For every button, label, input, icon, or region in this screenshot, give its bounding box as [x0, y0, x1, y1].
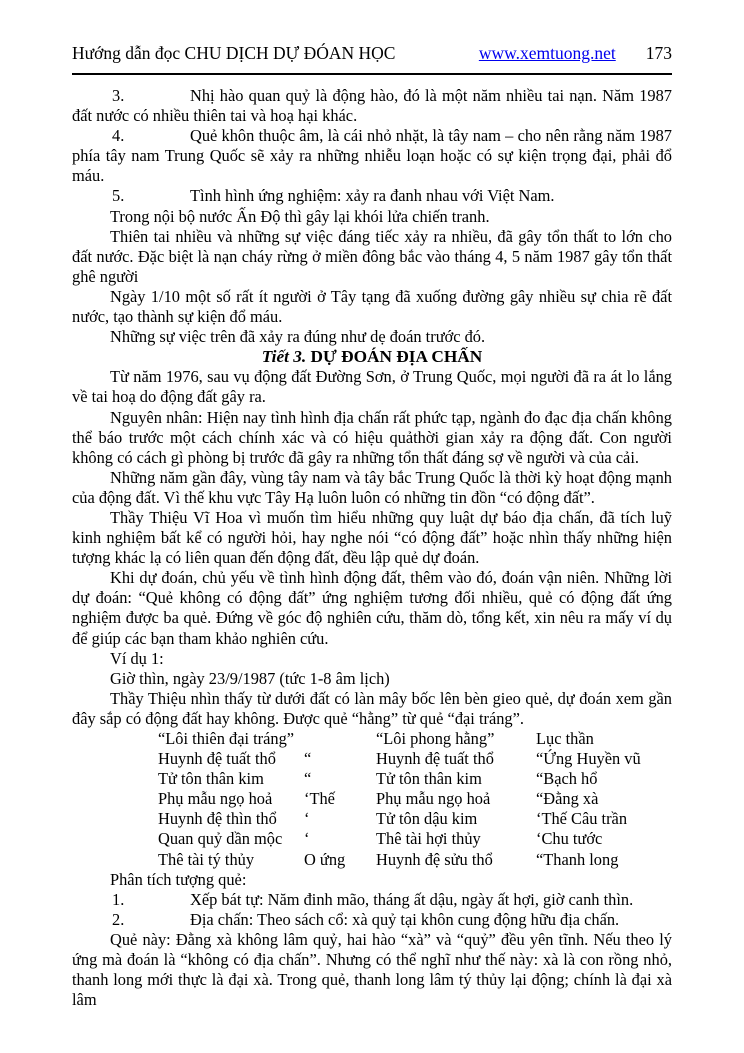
page-header [72, 42, 672, 64]
paragraph: Trong nội bộ nước Ấn Độ thì gây lại khói lửa chiến tranh. [110, 206, 490, 226]
hexagram-table-row [72, 749, 672, 769]
hexagram-table-cell [304, 729, 376, 749]
item-text: Tình hình ứng nghiệm: xảy ra đanh nhau với Việt Nam. [190, 186, 555, 206]
hexagram-table-cell: “ [304, 769, 312, 789]
paragraph: Ngày 1/10 một số rất ít người ở Tây tạng đã xuống đường gây nhiều sự chia rẽ đất nước, tạo thành sự kiện đổ máu. [72, 286, 672, 327]
page-number: 173 [645, 43, 672, 63]
content-area [72, 86, 672, 1010]
hexagram-table-cell: Lục thần [536, 729, 594, 748]
site-link[interactable]: www.xemtuong.net [478, 43, 616, 63]
hexagram-table-cell: ‘Thế Câu trần [536, 809, 628, 829]
paragraph: Phân tích tượng quẻ: [110, 869, 247, 889]
hexagram-table-cell: Quan quỷ dần mộc [158, 829, 283, 849]
hexagram-table-cell: Thê tài tý thủy [158, 849, 255, 869]
item-text: Quẻ khôn thuộc âm, là cái nhỏ nhặt, là tây nam – cho nên rằng năm 1987 phía tây nam Trung Quốc sẽ xảy ra những nhiễu loạn hoặc có sự kiện trọng đại, phải đổ máu. [72, 126, 672, 186]
hexagram-table-cell: “ [304, 749, 312, 769]
section-heading-number: Tiết 3. [261, 347, 307, 367]
numbered-item [72, 910, 672, 930]
paragraph: Những năm gần đây, vùng tây nam và tây bắc Trung Quốc là thời kỳ hoạt động mạnh của động đất. Vì thế khu vực Tây Hạ luôn luôn có những tin đồn “có động đất”. [72, 467, 672, 507]
hexagram-table-cell: Huynh đệ tuất thổ [158, 749, 276, 769]
numbered-item [72, 126, 672, 186]
header-title: Hướng dẫn đọc CHU DỊCH DỰ ĐÓAN HỌC [72, 43, 396, 63]
hexagram-table-cell: “Đằng xà [536, 789, 599, 809]
hexagram-table-row [72, 829, 672, 849]
numbered-item [72, 86, 672, 126]
hexagram-table-row [72, 809, 672, 829]
hexagram-table-cell: Tử tôn thân kim [376, 769, 482, 789]
hexagram-table-cell: ‘ [304, 829, 310, 849]
hexagram-table-cell: Phụ mẫu ngọ hoả [376, 789, 491, 809]
hexagram-table-row [72, 850, 672, 870]
hexagram-table-cell: “Thanh long [536, 849, 619, 869]
paragraph: Ví dụ 1: [110, 648, 164, 668]
numbered-item [72, 186, 672, 206]
hexagram-table-row [72, 789, 672, 809]
hexagram-table-cell: Huynh đệ thìn thổ [158, 809, 277, 829]
paragraph: Thầy Thiệu Vĩ Hoa vì muốn tìm hiểu những quy luật dự báo địa chấn, đã tích luỹ kinh nghiệm bất kể có người hỏi, hay nghe nói “có động đất” hoặc nhìn thấy những hiện tượng khác lạ có liên quan đến động đất, đều lập quẻ dự đoán. [72, 507, 672, 568]
hexagram-table-cell: Tử tôn thân kim [158, 769, 264, 789]
paragraph: Những sự việc trên đã xảy ra đúng như dẹ đoán trước đó. [110, 327, 486, 347]
hexagram-table-cell: Thê tài hợi thủy [376, 829, 481, 849]
paragraph: Quẻ này: Đằng xà không lâm quỷ, hai hào “xà” và “quỷ” đều yên tĩnh. Nếu theo lý ứng mà đoán là “không có địa chấn”. Nhưng có thể nghĩ như thế này: xà là con rồng nhỏ, thanh long mới thực là đại xà. Trong quẻ, thanh long lâm tý thủy lại động; chính là đại xà lâm [72, 929, 672, 1010]
hexagram-table-cell: ‘ [304, 809, 310, 829]
paragraph: Giờ thìn, ngày 23/9/1987 (tức 1-8 âm lịch) [110, 668, 390, 688]
paragraph: Khi dự đoán, chủ yếu về tình hình động đất, thêm vào đó, đoán vận niên. Những lời dự đoán: “Quẻ không có động đất” ứng nghiệm tương đối nhiều, quẻ có động đất ứng nghiệm được ba quẻ. Đứng về góc độ nghiên cứu, thăm dò, tổng kết, xin nêu ra mấy ví dụ để giúp các bạn tham khảo nghiên cứu. [72, 568, 672, 648]
hexagram-table-cell: Huynh đệ tuất thổ [376, 749, 494, 769]
paragraph: Thiên tai nhiều và những sự việc đáng tiếc xảy ra nhiều, đã gây tổn thất to lớn cho đất nước. Đặc biệt là nạn cháy rừng ở miền đông bắc vào tháng 4, 5 năm 1987 gây tổn thất ghê người [72, 226, 672, 286]
item-text: Địa chấn: Theo sách cổ: xà quỷ tại khôn cung động hữu địa chấn. [190, 909, 620, 929]
item-text: Nhị hào quan quỷ là động hào, đó là một năm nhiều tai nạn. Năm 1987 đất nước có nhiều thiên tai và hoạ hại khác. [72, 86, 672, 126]
hexagram-table-cell: Tử tôn dậu kim [376, 809, 478, 829]
hexagram-table-cell: ‘Chu tước [536, 829, 603, 849]
hexagram-table-row [72, 769, 672, 789]
item-number: 4. [112, 126, 125, 146]
hexagram-table-row [72, 729, 672, 749]
paragraph: Nguyên nhân: Hiện nay tình hình địa chấn rất phức tạp, ngành đo đạc địa chấn không thể báo trước một cách chính xác và có hiệu quảthời gian xảy ra động đất. Con người không có cách gì phòng bị trước đã gây ra những tổn thất đáng sợ về người và của cải. [72, 407, 672, 467]
hexagram-table-cell: O ứng [304, 849, 346, 869]
paragraph: Từ năm 1976, sau vụ động đất Đường Sơn, ở Trung Quốc, mọi người đã ra át lo lắng về tai hoạ do động đất gây ra. [72, 367, 672, 407]
item-text: Xếp bát tự: Năm đinh mão, tháng ất dậu, ngày ất hợi, giờ canh thìn. [190, 889, 634, 909]
hexagram-table-cell: ‘Thế [304, 789, 335, 809]
paragraph: Thầy Thiệu nhìn thấy từ dưới đất có làn mây bốc lên bèn gieo quẻ, dự đoán xem gần đây sắp có động đất hay không. Được quẻ “hằng” từ quẻ “đại tráng”. [72, 688, 672, 728]
section-heading-title: DỰ ĐOÁN ĐỊA CHẤN [310, 347, 483, 367]
hexagram-table-cell: “Ứng Huyền vũ [536, 749, 641, 769]
header-rule [72, 73, 672, 75]
numbered-item [72, 890, 672, 910]
hexagram-table-cell: “Lôi phong hằng” [376, 729, 495, 748]
item-number: 1. [112, 889, 125, 909]
item-number: 5. [112, 186, 125, 206]
section-heading [72, 347, 672, 367]
hexagram-table-cell: “Bạch hổ [536, 769, 598, 789]
item-number: 2. [112, 909, 125, 929]
hexagram-table [72, 729, 672, 870]
item-number: 3. [112, 86, 125, 105]
hexagram-table-cell: Phụ mẫu ngọ hoả [158, 789, 273, 809]
hexagram-table-cell: Huynh đệ sửu thổ [376, 849, 493, 869]
hexagram-table-cell: “Lôi thiên đại tráng” [158, 729, 295, 748]
